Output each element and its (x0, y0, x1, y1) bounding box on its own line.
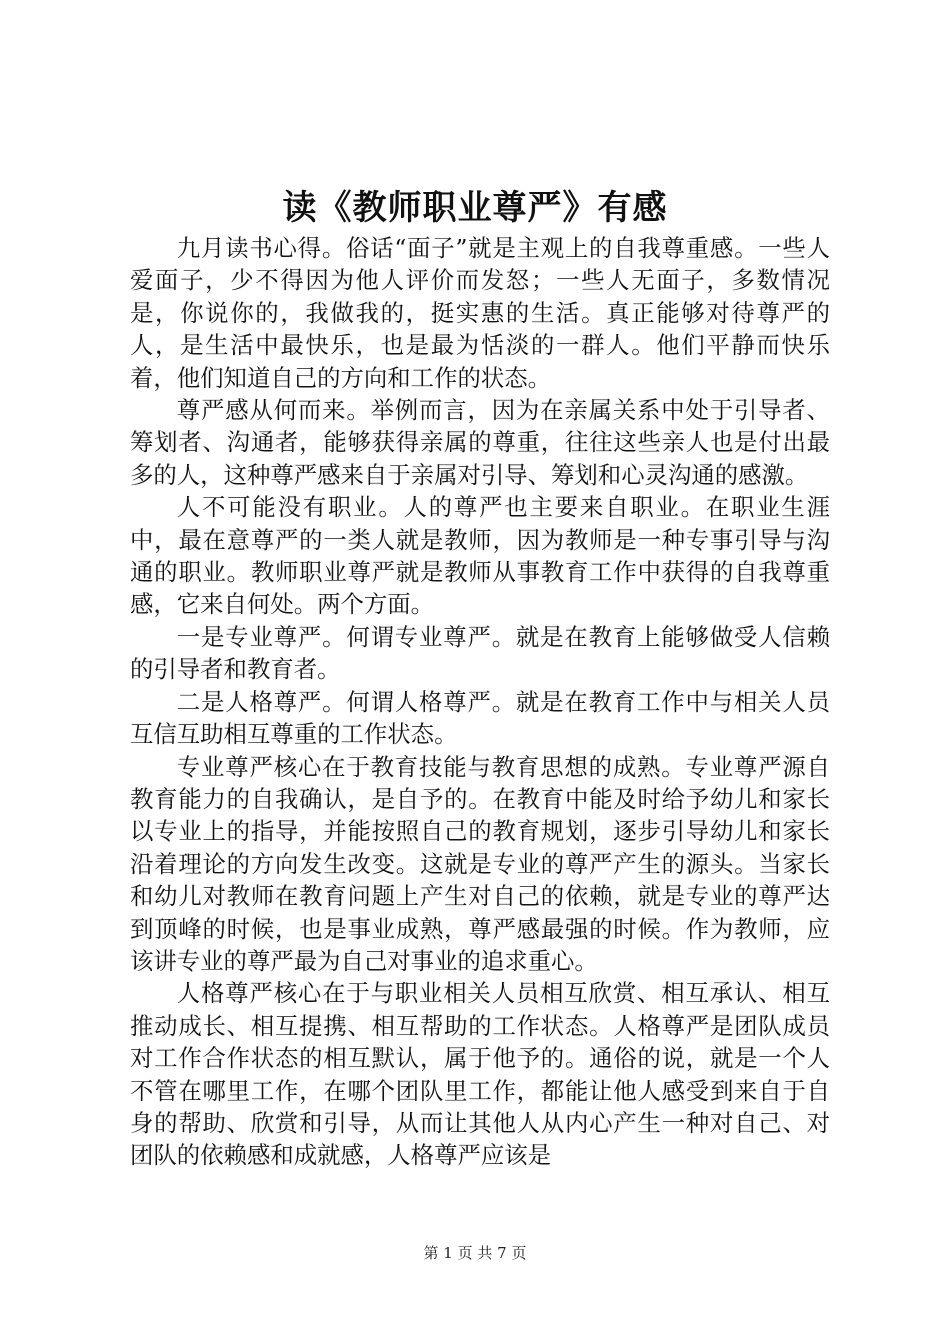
paragraph: 尊严感从何而来。举例而言，因为在亲属关系中处于引导者、筹划者、沟通者，能够获得亲属的尊重，往往这些亲人也是付出最多的人，这种尊严感来自于亲属对引导、筹划和心灵沟通的感激。 (130, 396, 830, 489)
paragraph: 专业尊严核心在于教育技能与教育思想的成熟。专业尊严源自教育能力的自我确认，是自予的。在教育中能及时给予幼儿和家长以专业上的指导，并能按照自己的教育规划，逐步引导幼儿和家长沿着理论的方向发生改变。这就是专业的尊严产生的源头。当家长和幼儿对教师在教育问题上产生对自己的依赖，就是专业的尊严达到顶峰的时候，也是事业成熟，尊严感最强的时候。作为教师，应该讲专业的尊严最为自己对事业的追求重心。 (130, 752, 830, 975)
paragraph: 九月读书心得。俗话“面子”就是主观上的自我尊重感。一些人爱面子，少不得因为他人评价而发怒；一些人无面子，多数情况是，你说你的，我做我的，挺实惠的生活。真正能够对待尊严的人，是生活中最快乐，也是最为恬淡的一群人。他们平静而快乐着，他们知道自己的方向和工作的状态。 (130, 234, 830, 392)
paragraph: 人不可能没有职业。人的尊严也主要来自职业。在职业生涯中，最在意尊严的一类人就是教师，因为教师是一种专事引导与沟通的职业。教师职业尊严就是教师从事教育工作中获得的自我尊重感，它来自何处。两个方面。 (130, 493, 830, 619)
paragraph: 一是专业尊严。何谓专业尊严。就是在教育上能够做受人信赖的引导者和教育者。 (130, 622, 830, 684)
paragraph: 二是人格尊严。何谓人格尊严。就是在教育工作中与相关人员互信互助相互尊重的工作状态。 (130, 687, 830, 749)
document-title: 读《教师职业尊严》有感 (282, 188, 668, 228)
paragraph: 人格尊严核心在于与职业相关人员相互欣赏、相互承认、相互推动成长、相互提携、相互帮助的工作状态。人格尊严是团队成员对工作合作状态的相互默认，属于他予的。通俗的说，就是一个人不管在哪里工作，在哪个团队里工作，都能让他人感受到来自于自身的帮助、欣赏和引导，从而让其他人从内心产生一种对自己、对团队的依赖感和成就感，人格尊严应该是 (130, 979, 830, 1170)
document-body (130, 232, 830, 1172)
page-footer: 第 1 页 共 7 页 (423, 1244, 527, 1262)
